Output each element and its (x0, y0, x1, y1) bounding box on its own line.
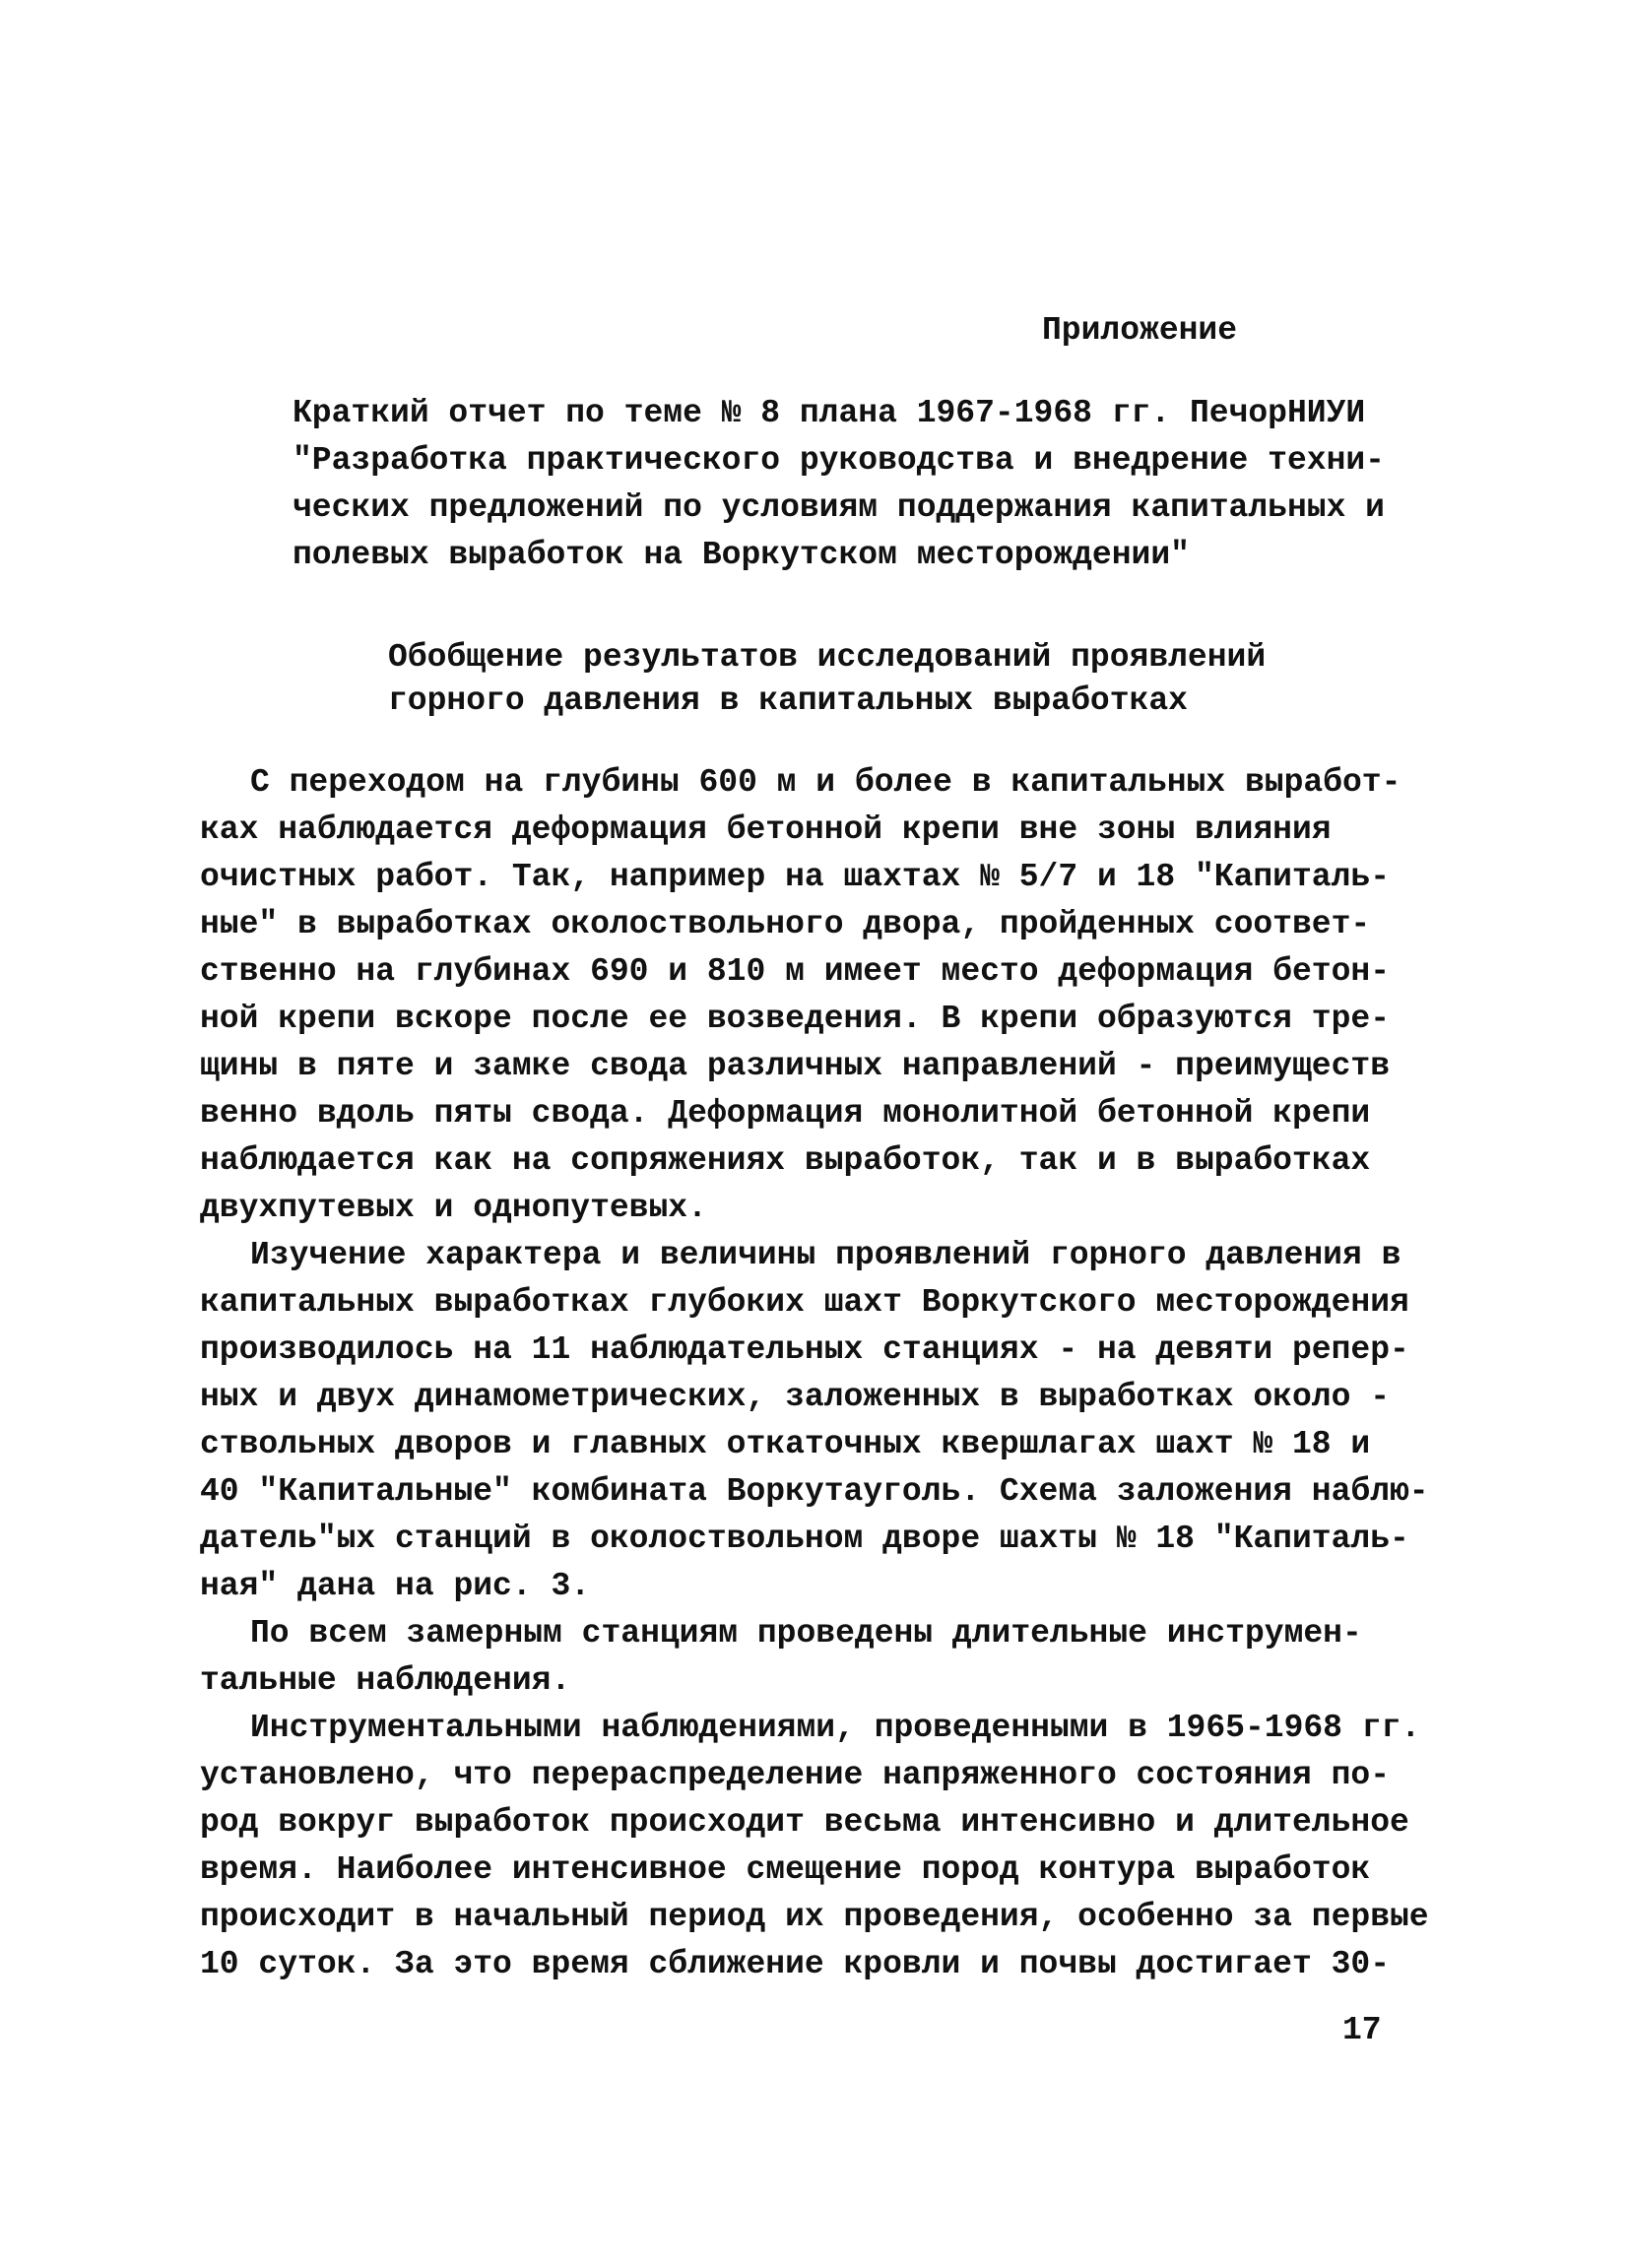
text-line: установлено, что перераспределение напряженного состояния по- (200, 1757, 1390, 1793)
page-number: 17 (1342, 2012, 1382, 2048)
text-line: Изучение характера и величины проявлений горного давления в (250, 1237, 1401, 1273)
title-line: ческих предложений по условиям поддержания капитальных и (293, 489, 1385, 526)
text-line: производилось на 11 наблюдательных станциях - на девяти репер- (200, 1331, 1409, 1368)
text-line: ствольных дворов и главных откаточных квершлагах шахт № 18 и (200, 1426, 1371, 1462)
paragraph (200, 1232, 1441, 1610)
paragraph (200, 1705, 1441, 1988)
text-line: По всем замерным станциям проведены длительные инструмен- (250, 1615, 1362, 1652)
text-line: ственно на глубинах 690 и 810 м имеет место деформация бетон- (200, 953, 1390, 990)
title-line: Краткий отчет по теме № 8 плана 1967-1968 гг. ПечорНИУИ (293, 395, 1366, 431)
text-line: ная" дана на рис. 3. (200, 1568, 591, 1604)
heading-line: Обобщение результатов исследований проявлений (388, 639, 1267, 676)
text-line: ках наблюдается деформация бетонной крепи вне зоны влияния (200, 811, 1332, 848)
text-line: тальные наблюдения. (200, 1662, 571, 1699)
section-heading (388, 636, 1266, 723)
title-line: "Разработка практического руководства и внедрение техни- (293, 442, 1385, 479)
text-line: двухпутевых и однопутевых. (200, 1190, 707, 1226)
text-line: наблюдается как на сопряжениях выработок, так и в выработках (200, 1142, 1371, 1179)
text-line: капитальных выработках глубоких шахт Воркутского месторождения (200, 1284, 1409, 1321)
text-line: очистных работ. Так, например на шахтах № 5/7 и 18 "Капиталь- (200, 859, 1390, 895)
title-line: полевых выработок на Воркутском месторождении" (293, 537, 1190, 573)
text-line: ных и двух динамометрических, заложенных в выработках около - (200, 1379, 1390, 1415)
text-line: датель"ых станций в околоствольном дворе шахты № 18 "Капиталь- (200, 1521, 1409, 1557)
text-line: Инструментальными наблюдениями, проведенными в 1965-1968 гг. (250, 1710, 1421, 1746)
body-text (200, 759, 1441, 1988)
paragraph (200, 759, 1441, 1232)
appendix-label: Приложение (1042, 312, 1238, 349)
text-line: время. Наиболее интенсивное смещение пород контура выработок (200, 1851, 1371, 1888)
heading-line: горного давления в капитальных выработках (388, 682, 1188, 719)
text-line: С переходом на глубины 600 м и более в капитальных выработ- (250, 764, 1401, 801)
text-line: 40 "Капитальные" комбината Воркутауголь. Схема заложения наблю- (200, 1473, 1429, 1510)
text-line: ные" в выработках околоствольного двора, пройденных соответ- (200, 906, 1371, 942)
text-line: происходит в начальный период их проведения, особенно за первые (200, 1899, 1429, 1935)
text-line: ной крепи вскоре после ее возведения. В крепи образуются тре- (200, 1001, 1390, 1037)
text-line: 10 суток. За это время сближение кровли и почвы достигает 30- (200, 1946, 1390, 1982)
paragraph (200, 1610, 1441, 1705)
text-line: венно вдоль пяты свода. Деформация монолитной бетонной крепи (200, 1095, 1371, 1132)
report-title (293, 390, 1385, 579)
text-line: род вокруг выработок происходит весьма интенсивно и длительное (200, 1804, 1409, 1841)
text-line: щины в пяте и замке свода различных направлений - преимуществ (200, 1048, 1390, 1084)
